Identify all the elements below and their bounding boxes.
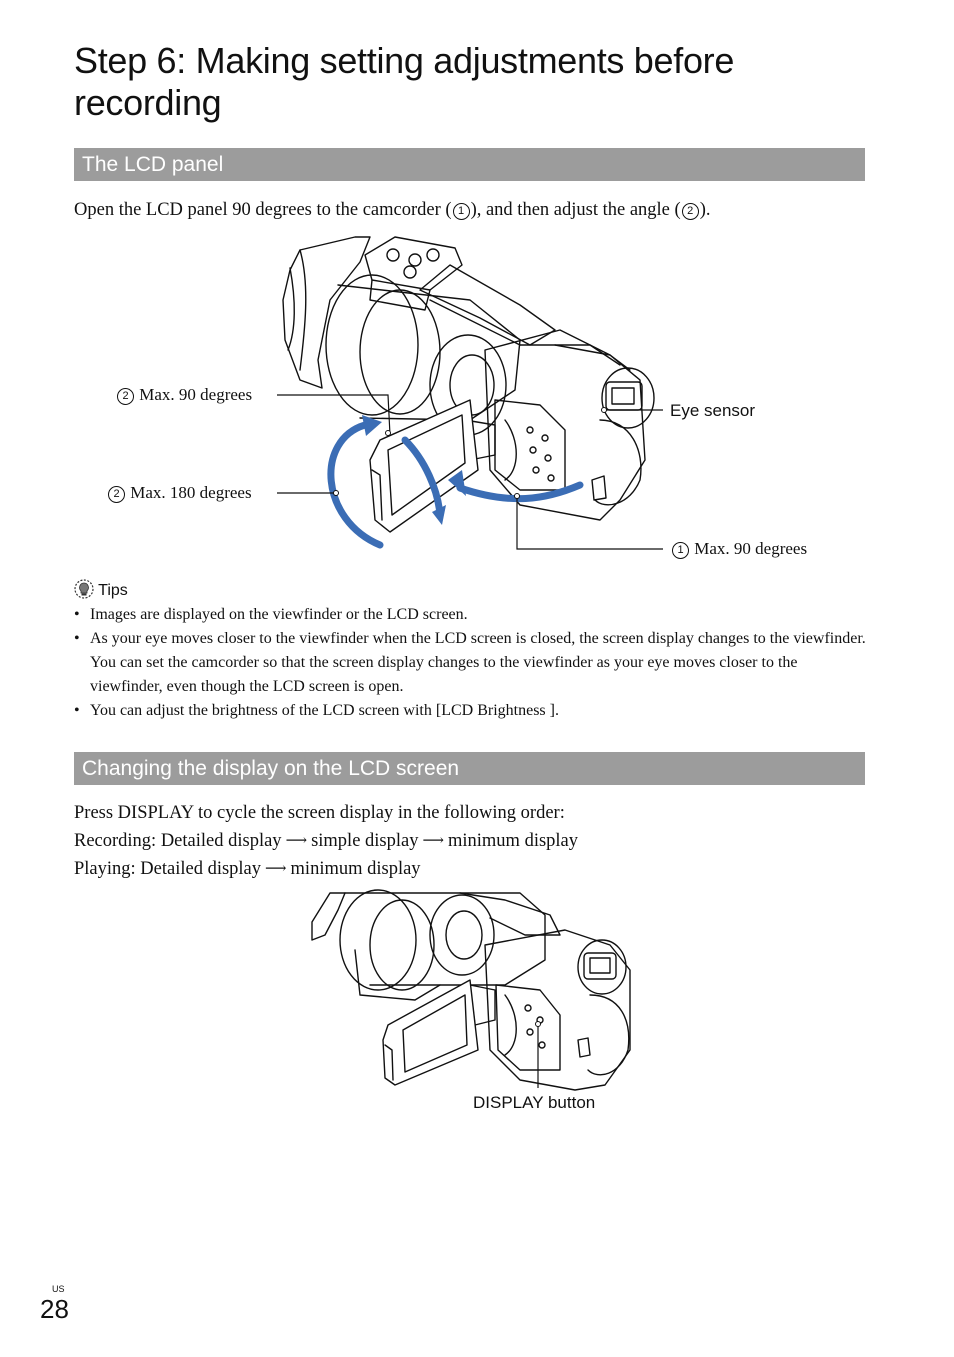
right-arrow-icon: ⟶ xyxy=(285,833,308,849)
step-number-1-icon: 1 xyxy=(453,203,470,220)
recording-order-mid: simple display xyxy=(311,831,419,851)
tips-heading-text: Tips xyxy=(98,582,128,599)
recording-order-end: minimum display xyxy=(448,831,579,851)
region-code: US xyxy=(52,1284,65,1294)
label-max-90-bottom-text: Max. 90 degrees xyxy=(694,539,808,558)
right-arrow-icon: ⟶ xyxy=(265,861,287,877)
tips-list-item: • Images are displayed on the viewfinder or the LCD screen. xyxy=(74,603,866,627)
intro-text-part1: Open the LCD panel 90 degrees to the camcorder ( xyxy=(74,200,452,220)
playing-order-label: Playing: Detailed display xyxy=(74,859,262,879)
recording-order-label: Recording: Detailed display xyxy=(74,831,282,851)
display-intro-line: Press DISPLAY to cycle the screen display in the following order: xyxy=(74,803,565,823)
playing-order-end: minimum display xyxy=(290,859,421,879)
tips-list-item: • You can adjust the brightness of the LCD screen with [LCD Brightness ]. xyxy=(74,699,866,723)
section-heading-lcd-panel: The LCD panel xyxy=(74,148,865,181)
label-eye-sensor: Eye sensor xyxy=(670,401,756,420)
label-max-180-text: Max. 180 degrees xyxy=(130,483,252,502)
section-heading-changing-display: Changing the display on the LCD screen xyxy=(74,752,865,785)
step-number-2-icon: 2 xyxy=(117,388,134,405)
label-display-button: DISPLAY button xyxy=(473,1093,596,1112)
tips-list-item: • As your eye moves closer to the viewfinder when the LCD screen is closed, the screen display changes to the viewfinder. You can set the camcorder so that the screen display changes to the viewfinder as your eye moves closer to the viewfinder, even though the LCD screen is open. xyxy=(74,627,866,699)
intro-text-part2: ), and then adjust the angle ( xyxy=(470,200,681,220)
page-title: Step 6: Making setting adjustments before recording xyxy=(74,40,735,123)
label-max-90-text: Max. 90 degrees xyxy=(139,385,253,404)
intro-text-part3: ). xyxy=(699,200,711,220)
step-number-2-icon: 2 xyxy=(108,486,125,503)
step-number-1-icon: 1 xyxy=(672,542,689,559)
right-arrow-icon: ⟶ xyxy=(422,833,444,849)
page-number: 28 xyxy=(40,1294,69,1324)
step-number-2-icon: 2 xyxy=(682,203,699,220)
